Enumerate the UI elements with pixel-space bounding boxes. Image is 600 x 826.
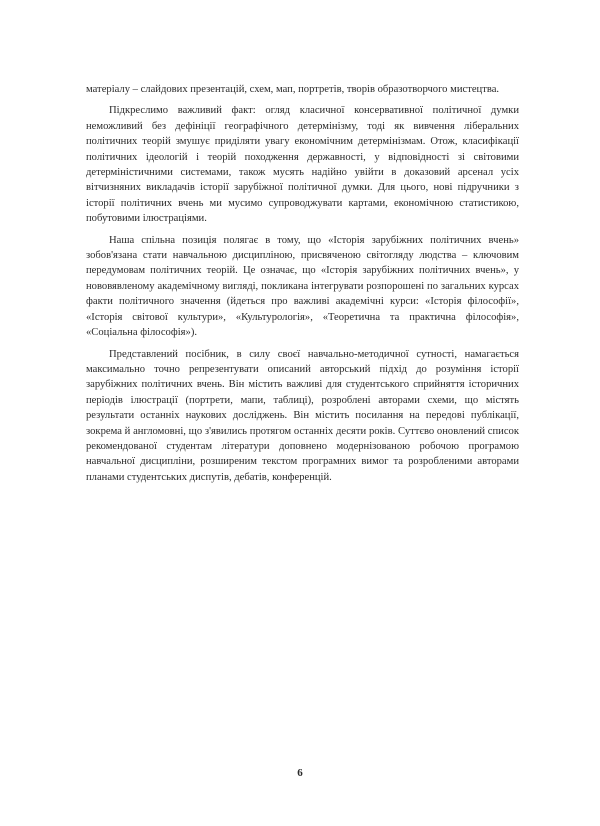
page-number: 6: [297, 767, 303, 779]
paragraph-position: Наша спільна позиція полягає в тому, що «Історія зарубіжних політичних вчень» зобов'язана стати навчальною дисципліною, присвяченою світогляду людства – ключовим передумовам політичних теорій. Це означає, що «Історія зарубіжних політичних вчень», у нововявленому академічному вигляді, покликана інтегрувати розпорошені по загальних курсах факти політичного значення (йдеться про важливі академічні курси: «Історія філософії», «Історія світової культури», «Культурологія», «Теоретична та практична філософія», «Соціальна філософія»).: [86, 234, 519, 339]
paragraph-textbook: Представлений посібник, в силу своєї навчально-методичної сутності, намагається максимально точно репрезентувати описаний авторський підхід до розуміння історії зарубіжних політичних вчень. Він містить важливі для студентського сприйняття історичних періодів ілюстрації (портрети, мапи, таблиці), розроблені авторами схеми, що містять результати останніх наукових досліджень. Він містить посилання на передові публікації, зокрема й англомовні, що з'явились протягом останніх десяти років. Суттєво оновлений список рекомендованої студентам літератури доповнено модернізованою робочою програмою навчальної дисципліни, розширеним текстом програмних вимог та розробленими авторами планами студентських диспутів, дебатів, конференцій.: [86, 348, 519, 483]
paragraph-continuation: матеріалу – слайдових презентацій, схем, мап, портретів, творів образотворчого мистецтва.: [86, 84, 500, 95]
paragraph-determinism: Підкреслимо важливий факт: огляд класичної консервативної політичної думки неможливий без дефініції географічного детермінізму, тоді як вивчення ліберальних політичних теорій змушує приділяти увагу економічним детермінізмам. Отож, класифікації політичних ідеологій і теорій походження державності, у відповідності зі світовими детерміністичними системами, також мусять надійно увійти в доказовий арсенал усіх вітчизняних викладачів історії зарубіжної політичної думки. Для цього, нові підручники з історії політичних вчень ми мусимо супроводжувати картами, економічною статистикою, побутовими ілюстраціями.: [86, 105, 519, 225]
body-text: [86, 82, 519, 491]
